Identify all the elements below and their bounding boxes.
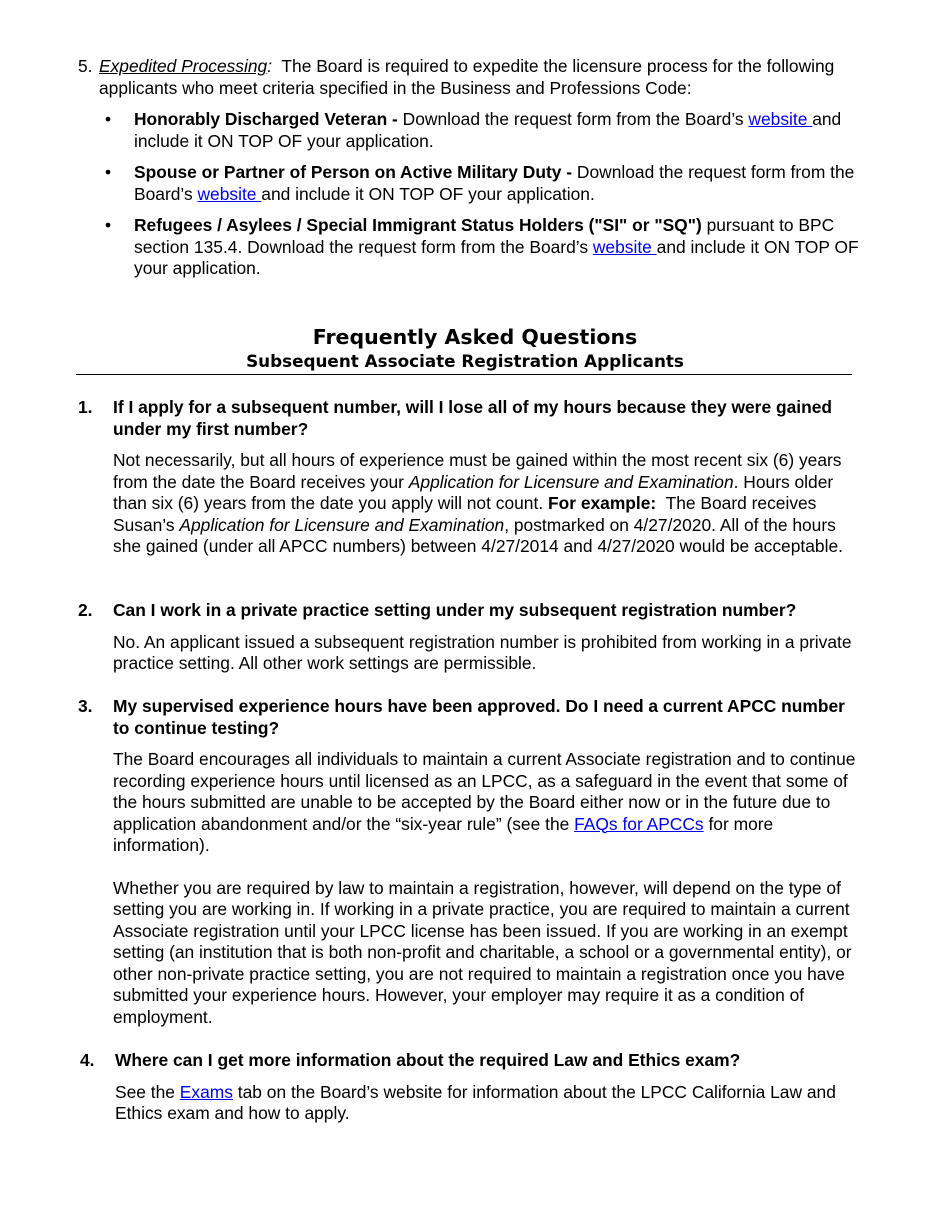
faq-question-3 (78, 696, 858, 1028)
expedited-processing-section (78, 56, 868, 99)
answer-bold: For example: (547, 493, 657, 513)
answer-fragment: . Hours older than six (6) years from the date you apply will not count. (113, 471, 834, 513)
question-number: 4. (80, 1050, 95, 1070)
question-text: If I apply for a subsequent number, will I lose all of my hours because they were gained under my first number? (113, 397, 832, 439)
bullet-icon: • (105, 162, 112, 182)
expedited-bullet-list (105, 109, 865, 290)
bullet-veteran (105, 109, 865, 152)
title-colon: : (267, 56, 273, 76)
faq-title: Frequently Asked Questions (312, 325, 638, 349)
question-number: 2. (78, 600, 93, 620)
question-number: 1. (78, 397, 93, 417)
question-number: 3. (78, 696, 93, 716)
exams-link[interactable]: Exams (179, 1081, 233, 1102)
bullet-text: and include it ON TOP OF your application. (261, 183, 595, 204)
faq-question-1 (78, 397, 858, 558)
bullet-text: and include it ON TOP OF your application. (134, 109, 842, 151)
faqs-for-apccs-link[interactable]: FAQs for APCCs (574, 813, 704, 834)
question-text: Can I work in a private practice setting under my subsequent registration number? (113, 600, 797, 620)
answer-paragraph (113, 749, 858, 857)
answer-fragment: The Board receives Susan’s (113, 493, 822, 535)
faq-subtitle: Subsequent Associate Registration Applicants (246, 351, 684, 371)
expedited-processing-intro (99, 56, 868, 99)
question-text: Where can I get more information about the required Law and Ethics exam? (115, 1050, 741, 1070)
bullet-heading: Honorably Discharged Veteran - (134, 109, 398, 129)
answer-fragment: Not necessarily, but all hours of experience must be gained within the most recent six (6) years from the date the Board receives your (113, 450, 842, 492)
bullet-icon: • (105, 215, 112, 235)
website-link[interactable]: website (197, 183, 262, 204)
answer-fragment: See the (115, 1081, 180, 1102)
answer-italic: Application for Licensure and Examination (179, 514, 505, 535)
answer-text: No. An applicant issued a subsequent registration number is prohibited from working in a private practice setting. All other work settings are permissible. (113, 631, 852, 673)
website-link[interactable]: website (592, 236, 657, 257)
answer-italic: Application for Licensure and Examination (408, 471, 734, 492)
item-number: 5. (78, 56, 93, 76)
bullet-heading: Refugees / Asylees / Special Immigrant Status Holders ("SI" or "SQ") (134, 215, 702, 235)
bullet-refugees (105, 215, 865, 280)
bullet-heading: Spouse or Partner of Person on Active Military Duty - (134, 162, 573, 182)
answer-fragment: tab on the Board’s website for information about the LPCC California Law and Ethics exam and how to apply. (115, 1081, 836, 1123)
intro-text: The Board is required to expedite the licensure process for the following applicants who meet criteria specified in the Business and Professions Code: (99, 56, 840, 98)
bullet-text: and include it ON TOP OF your application. (134, 236, 859, 278)
heading-divider (76, 374, 852, 375)
faq-question-2 (78, 600, 858, 675)
question-text: My supervised experience hours have been approved. Do I need a current APCC number to continue testing? (113, 696, 845, 738)
answer-text (113, 450, 858, 558)
answer-fragment: for more information). (113, 813, 774, 855)
answer-fragment: The Board encourages all individuals to maintain a current Associate registration and to continue recording experience hours until licensed as an LPCC, as a safeguard in the event that some of the hours submitted are unable to be accepted by the Board either now or in the future due to application abandonment and/or the “six-year rule” (see the (113, 749, 856, 834)
answer-text (113, 749, 858, 1028)
bullet-text: Download the request form from the Board’s (397, 109, 749, 129)
bullet-text: Download the request form from the Board’s (134, 162, 855, 204)
expedited-processing-title: Expedited Processing (99, 56, 268, 76)
bullet-military-spouse (105, 162, 865, 205)
bullet-text: pursuant to BPC section 135.4. Download the request form from the Board’s (134, 215, 835, 257)
answer-paragraph: Whether you are required by law to maintain a registration, however, will depend on the type of setting you are working in. If working in a private practice, you are required to maintain a current Associate registration until your LPCC license has been issued. If you are working in an exempt setting (an institution that is both non-profit and charitable, a school or a governmental entity), or other non-private practice setting, you are not required to maintain a registration once you have submitted your experience hours. However, your employer may require it as a condition of employment. (113, 877, 852, 1027)
answer-fragment: , postmarked on 4/27/2020. All of the hours she gained (under all APCC numbers) between 4/27/2014 and 4/27/2020 would be acceptable. (113, 514, 843, 556)
website-link[interactable]: website (748, 109, 813, 129)
answer-text (115, 1082, 858, 1125)
faq-question-4 (78, 1050, 858, 1125)
bullet-icon: • (105, 109, 112, 129)
